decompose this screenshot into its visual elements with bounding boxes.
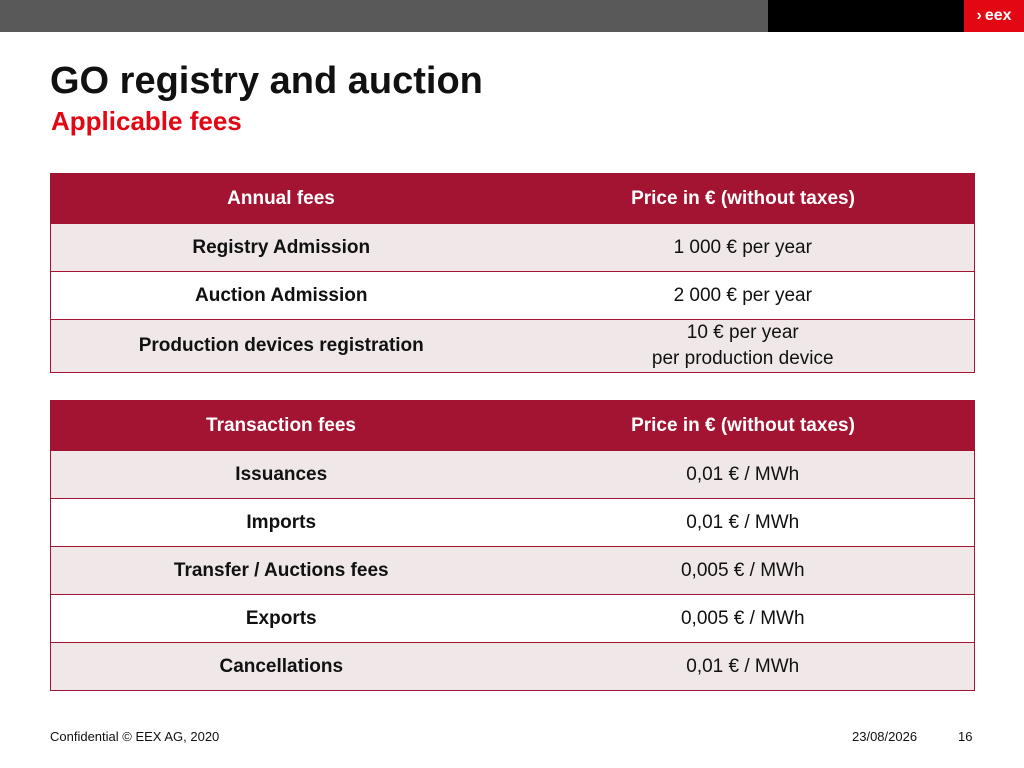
chevron-right-icon: › [976, 7, 982, 24]
top-bar [0, 0, 768, 32]
table-row [51, 272, 975, 320]
table-row [51, 224, 975, 272]
fee-price: 0,005 € / MWh [512, 595, 975, 643]
footer-confidential: Confidential © EEX AG, 2020 [50, 729, 220, 744]
table-row [51, 643, 975, 691]
fee-item: Exports [51, 595, 512, 643]
fee-item: Production devices registration [51, 320, 512, 373]
table-row [51, 320, 975, 373]
table-row [51, 499, 975, 547]
eex-logo [964, 0, 1024, 32]
table-row [51, 547, 975, 595]
fee-item: Issuances [51, 451, 512, 499]
page-title: GO registry and auction [50, 60, 483, 102]
fee-price: 0,01 € / MWh [512, 451, 975, 499]
page-number: 16 [958, 729, 973, 744]
footer-date: 23/08/2026 [852, 729, 918, 744]
logo-text: eex [984, 7, 1012, 24]
page-subtitle: Applicable fees [51, 106, 242, 136]
table-header-row [51, 174, 975, 224]
table-row [51, 451, 975, 499]
top-bar-dark [768, 0, 964, 32]
fee-price-line: per production device [651, 348, 834, 369]
column-header-annual-fees: Annual fees [51, 174, 512, 224]
fee-item: Cancellations [51, 643, 512, 691]
annual-fees-table [50, 173, 975, 373]
fee-item: Imports [51, 499, 512, 547]
column-header-transaction-fees: Transaction fees [51, 401, 512, 451]
table-header-row [51, 401, 975, 451]
fee-item: Transfer / Auctions fees [51, 547, 512, 595]
fee-item: Auction Admission [51, 272, 512, 320]
column-header-price: Price in € (without taxes) [512, 174, 975, 224]
fee-item: Registry Admission [51, 224, 512, 272]
fee-price: 2 000 € per year [512, 272, 975, 320]
fee-price-line: 10 € per year [686, 322, 799, 343]
fee-price: 0,01 € / MWh [512, 643, 975, 691]
fee-price: 0,01 € / MWh [512, 499, 975, 547]
transaction-fees-table [50, 400, 975, 691]
fee-price: 1 000 € per year [512, 224, 975, 272]
fee-price [512, 320, 975, 373]
table-row [51, 595, 975, 643]
fee-price: 0,005 € / MWh [512, 547, 975, 595]
column-header-price: Price in € (without taxes) [512, 401, 975, 451]
